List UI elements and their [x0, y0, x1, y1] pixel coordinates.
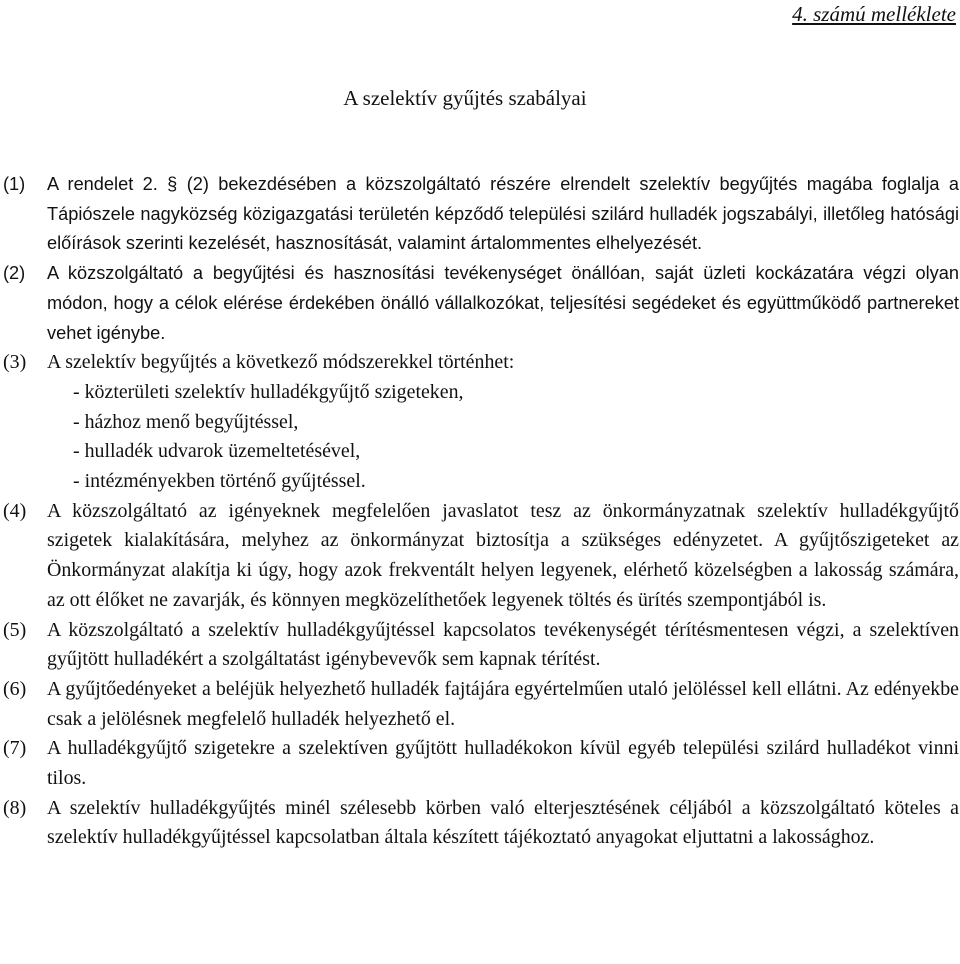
paragraph-text: A szelektív begyűjtés a következő módszerekkel történhet:	[47, 351, 515, 374]
annex-label: 4. számú melléklete	[792, 2, 956, 26]
paragraph-3	[3, 348, 959, 378]
paragraph-text: A gyűjtőedényeket a beléjük helyezhető hulladék fajtájára egyértelműen utaló jelöléssel kell ellátni. Az edényekbe csak a jelölésnek megfelelő hulladék helyezhető el.	[47, 677, 959, 730]
paragraph-4	[3, 497, 959, 616]
paragraph-number: (1)	[3, 174, 26, 194]
paragraph-5	[3, 616, 959, 675]
paragraph-number: (7)	[3, 737, 27, 760]
list-item: - intézményekben történő gyűjtéssel.	[73, 470, 366, 493]
paragraph-text: A rendelet 2. § (2) bekezdésében a közszolgáltató részére elrendelt szelektív begyűjtés magába foglalja a Tápiószele nagyközség közigazgatási területén képződő települési szilárd hulladék jogszabályi, illetőleg hatósági előírások szerinti kezelését, hasznosítását, valamint ártalommentes elhelyezését.	[47, 174, 959, 254]
paragraph-number: (5)	[3, 618, 27, 641]
list-item: - házhoz menő begyűjtéssel,	[73, 410, 299, 433]
paragraph-1	[3, 170, 959, 259]
paragraph-number: (4)	[3, 499, 27, 522]
paragraph-2	[3, 259, 959, 348]
paragraph-text: A közszolgáltató a begyűjtési és hasznosítási tevékenységet önállóan, saját üzleti kockázatára végzi olyan módon, hogy a célok elérése érdekében önálló vállalkozókat, teljesítési segédeket és együttműködő partnereket vehet igénybe.	[47, 263, 959, 343]
paragraph-text: A szelektív hulladékgyűjtés minél szélesebb körben való elterjesztésének céljából a közszolgáltató köteles a szelektív hulladékgyűjtéssel kapcsolatban általa készített tájékoztató anyagokat eljuttatni a lakossághoz.	[47, 796, 959, 849]
paragraph-8	[3, 794, 959, 853]
page-title: A szelektív gyűjtés szabályai	[343, 86, 587, 110]
list-item: - hulladék udvarok üzemeltetésével,	[73, 440, 361, 463]
paragraph-text: A hulladékgyűjtő szigetekre a szelektíven gyűjtött hulladékokon kívül egyéb települési szilárd hulladékot vinni tilos.	[47, 737, 959, 790]
method-list	[3, 378, 959, 497]
paragraph-text: A közszolgáltató az igényeknek megfelelően javaslatot tesz az önkormányzatnak szelektív hulladékgyűjtő szigetek kialakítására, melyhez az önkormányzat biztosítja a szükséges edényzetet. A gyűjtőszigeteket az Önkormányzat alakítja ki úgy, hogy azok frekventált helyen legyenek, elérhető közelségben a lakosság számára, az ott élőket ne zavarják, és könnyen megközelíthetőek legyenek töltés és ürítés szempontjából is.	[47, 499, 959, 611]
paragraph-6	[3, 675, 959, 734]
list-item: - közterületi szelektív hulladékgyűjtő szigeteken,	[73, 380, 464, 403]
paragraph-number: (6)	[3, 677, 27, 700]
paragraph-text: A közszolgáltató a szelektív hulladékgyűjtéssel kapcsolatos tevékenységét térítésmentesen végzi, a szelektíven gyűjtött hulladékért a szolgáltatást igénybevevők sem kapnak térítést.	[47, 618, 959, 671]
document-body	[3, 170, 959, 853]
paragraph-number: (2)	[3, 263, 26, 284]
paragraph-number: (8)	[3, 796, 27, 819]
paragraph-7	[3, 734, 959, 793]
paragraph-number: (3)	[3, 351, 27, 374]
